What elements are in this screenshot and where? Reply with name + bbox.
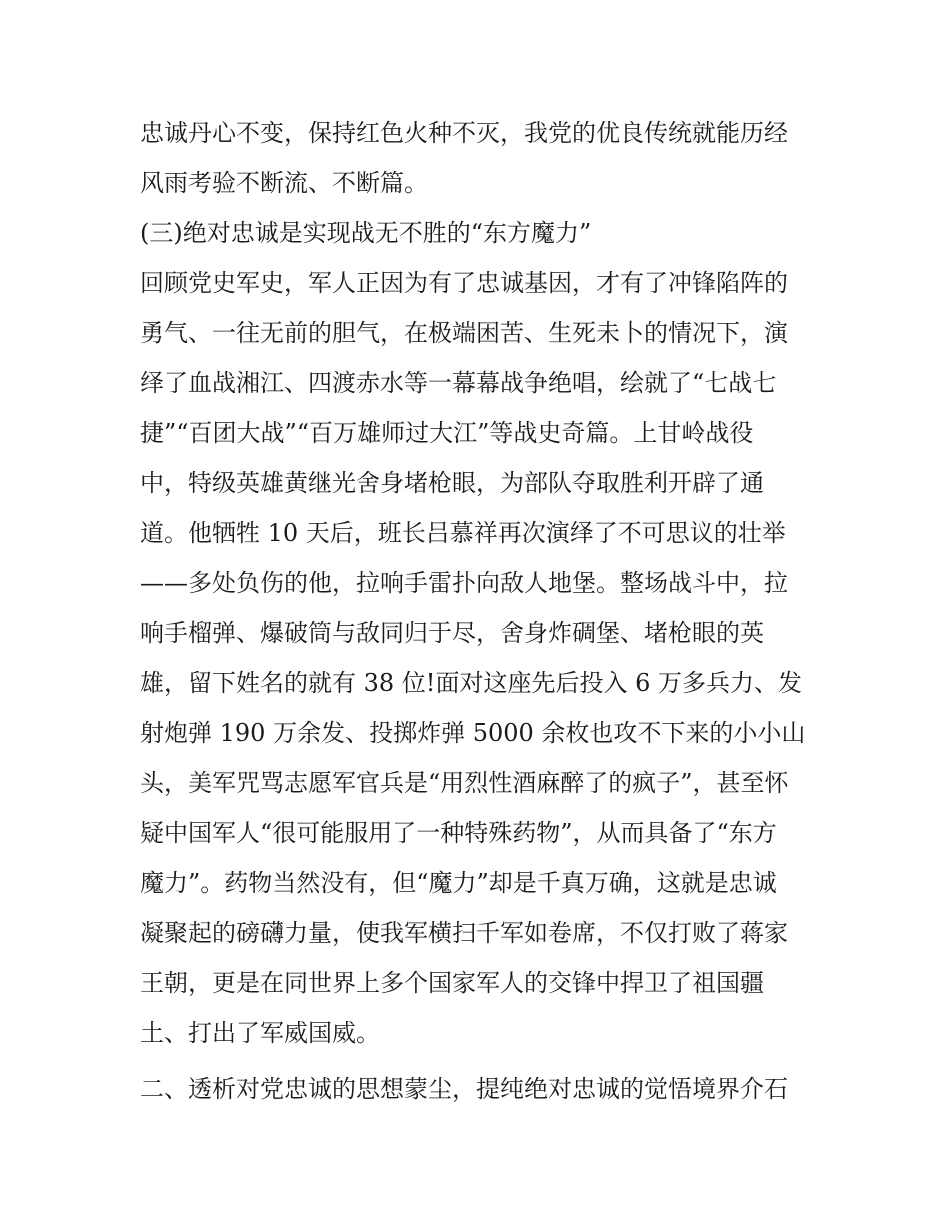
document-body [140,108,820,1114]
text-line: 道。他牺牲 10 天后，班长吕慕祥再次演绎了不可思议的壮举 [140,519,786,547]
text-line: 勇气、一往无前的胆气，在极端困苦、生死未卜的情况下，演 [140,319,788,347]
text-line: 王朝，更是在同世界上多个国家军人的交锋中捍卫了祖国疆 [140,969,764,997]
section-heading: 二、透析对党忠诚的思想蒙尘，提纯绝对忠诚的觉悟境界介石 [140,1075,788,1103]
text-line: 射炮弹 190 万余发、投掷炸弹 5000 余枚也攻不下来的小小山 [140,719,806,747]
text-line: 魔力”。药物当然没有，但“魔力”却是千真万确，这就是忠诚 [140,869,777,897]
text-line: 雄，留下姓名的就有 38 位!面对这座先后投入 6 万多兵力、发 [140,669,802,697]
section-heading: (三)绝对忠诚是实现战无不胜的“东方魔力” [140,219,592,247]
text-line: 头，美军咒骂志愿军官兵是“用烈性酒麻醉了的疯子”，甚至怀 [140,769,789,797]
text-line: ——多处负伤的他，拉响手雷扑向敌人地堡。整场战斗中，拉 [140,569,788,597]
text-line: 风雨考验不断流、不断篇。 [140,169,428,197]
text-line: 绎了血战湘江、四渡赤水等一幕幕战争绝唱，绘就了“七战七 [140,369,777,397]
text-line: 响手榴弹、爆破筒与敌同归于尽，舍身炸碉堡、堵枪眼的英 [140,619,764,647]
text-line: 疑中国军人“很可能服用了一种特殊药物”，从而具备了“东方 [140,819,777,847]
text-line: 中，特级英雄黄继光舍身堵枪眼，为部队夺取胜利开辟了通 [140,469,764,497]
text-line: 捷”“百团大战”“百万雄师过大江”等战史奇篇。上甘岭战役 [140,419,754,447]
text-line: 忠诚丹心不变，保持红色火种不灭，我党的优良传统就能历经 [140,119,788,147]
text-line: 土、打出了军威国威。 [140,1019,380,1047]
text-line: 凝聚起的磅礴力量，使我军横扫千军如卷席，不仅打败了蒋家 [140,919,788,947]
text-line: 回顾党史军史，军人正因为有了忠诚基因，才有了冲锋陷阵的 [140,269,788,297]
